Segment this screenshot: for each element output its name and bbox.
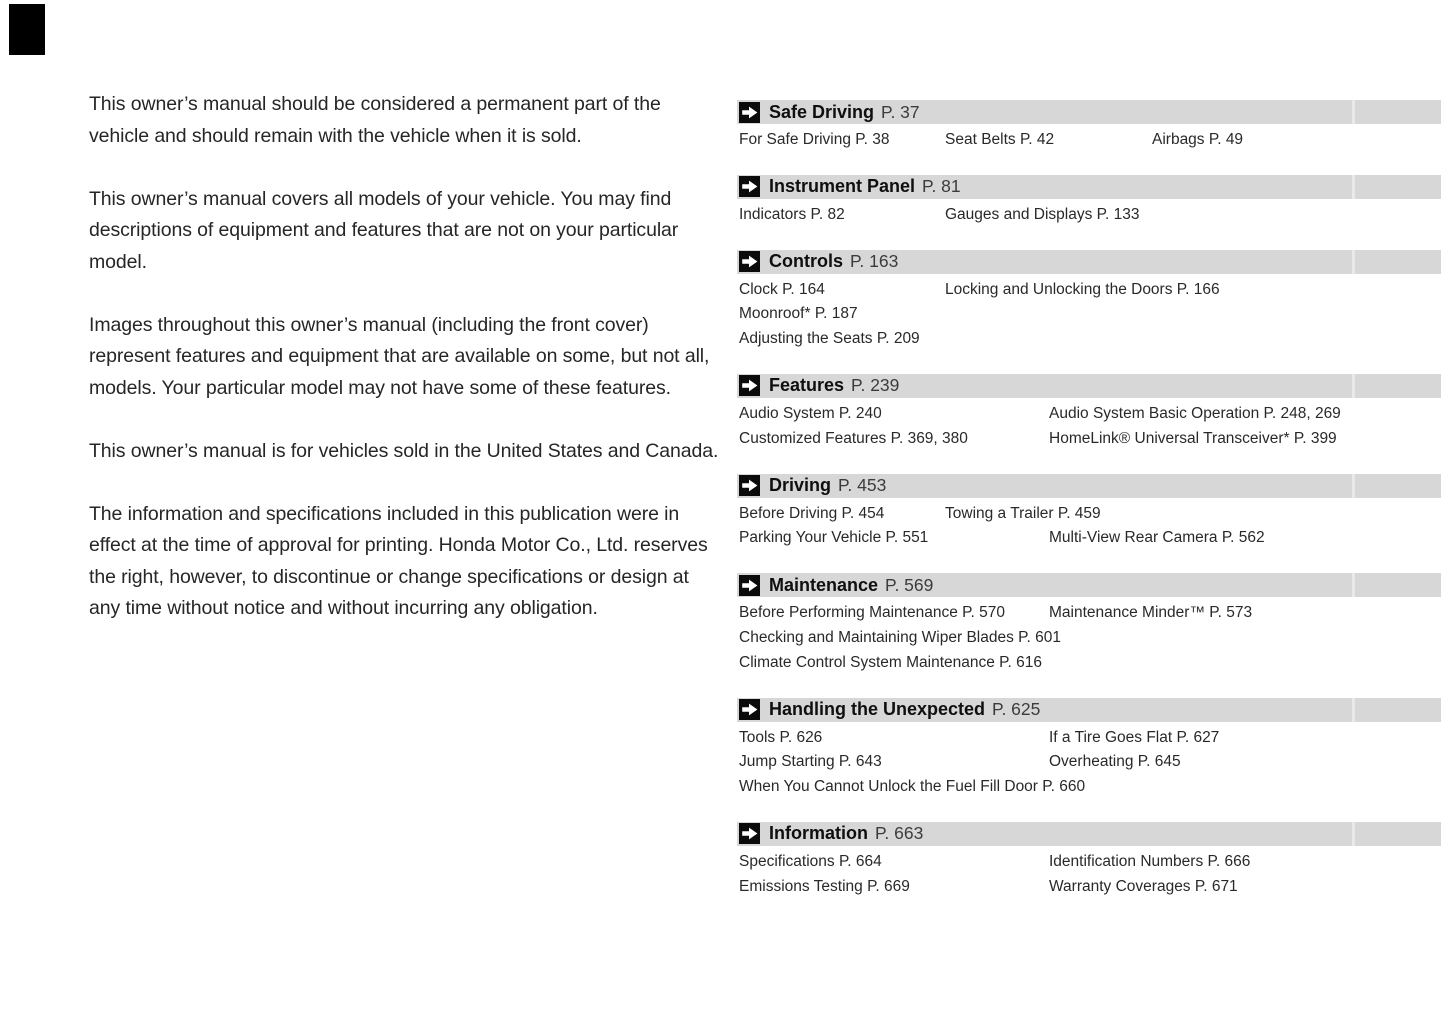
toc-entry[interactable]: Customized Features P. 369, 380 [739,429,968,447]
section-page-ref: P. 569 [885,574,934,595]
right-arrow-icon [739,375,760,396]
section-title: Controls [769,251,843,272]
section-entries [737,601,1441,675]
section-title: Instrument Panel [769,176,916,197]
toc-section-driving [737,474,1441,552]
toc-entry[interactable]: Climate Control System Maintenance P. 616 [739,653,1042,671]
toc-entry[interactable]: HomeLink® Universal Transceiver* P. 399 [1049,429,1337,447]
toc-row [737,750,1441,775]
section-header-bar[interactable] [737,100,1441,124]
toc-row [737,327,1441,352]
toc-section-features [737,374,1441,452]
section-header-bar[interactable] [737,474,1441,498]
right-arrow-icon [739,475,760,496]
right-arrow-icon [739,575,760,596]
toc-section-maintenance [737,573,1441,675]
toc-row [737,402,1441,427]
toc-entry[interactable]: Seat Belts P. 42 [945,131,1055,148]
right-arrow-icon [739,823,760,844]
toc-row [737,626,1441,651]
section-title: Safe Driving [769,101,875,122]
section-page-ref: P. 625 [992,699,1041,720]
toc-entry[interactable]: Indicators P. 82 [739,205,845,223]
toc-row [737,427,1441,452]
section-title: Features [769,375,845,396]
toc-entry[interactable]: Gauges and Displays P. 133 [945,205,1140,223]
right-arrow-icon [739,102,760,123]
section-entries [737,128,1441,153]
toc-entry[interactable]: Parking Your Vehicle P. 551 [739,529,929,547]
toc-entry[interactable]: Tools P. 626 [739,728,823,746]
toc-entry[interactable]: Audio System Basic Operation P. 248, 269 [1049,404,1341,422]
toc-row [737,502,1441,527]
section-title: Maintenance [769,574,879,595]
toc-entry[interactable]: Warranty Coverages P. 671 [1049,877,1238,895]
toc-entry[interactable]: Audio System P. 240 [739,404,882,422]
toc-row [737,651,1441,676]
toc-row [737,302,1441,327]
section-header-bar[interactable] [737,698,1441,722]
section-page-ref: P. 37 [881,101,920,122]
page-corner-tab [9,4,45,55]
section-entries [737,502,1441,552]
toc-section-information [737,822,1441,900]
right-arrow-icon [739,176,760,197]
toc-row [737,278,1441,303]
toc-entry[interactable]: Emissions Testing P. 669 [739,877,910,895]
intro-paragraph: This owner’s manual is for vehicles sold in the United States and Canada. [89,439,719,462]
toc-entry[interactable]: Adjusting the Seats P. 209 [739,330,920,348]
toc-entry[interactable]: Towing a Trailer P. 459 [945,504,1101,522]
section-header-bar[interactable] [737,374,1441,398]
toc-section-handling-the-unexpected [737,698,1441,800]
section-entries [737,402,1441,452]
section-entries [737,726,1441,800]
section-page-ref: P. 663 [875,823,924,844]
toc-section-safe-driving [737,100,1441,153]
section-title: Handling the Unexpected [769,699,986,720]
toc-section-instrument-panel [737,175,1441,228]
toc-entry[interactable]: Jump Starting P. 643 [739,753,882,771]
toc-entry[interactable]: Clock P. 164 [739,280,825,298]
toc-entry[interactable]: Maintenance Minder™ P. 573 [1049,604,1253,622]
toc-row [737,775,1441,800]
table-of-contents [737,100,1441,922]
toc-entry[interactable]: If a Tire Goes Flat P. 627 [1049,728,1220,746]
section-entries [737,278,1441,352]
toc-row [737,726,1441,751]
section-title: Driving [769,475,832,496]
toc-entry[interactable]: Specifications P. 664 [739,852,882,870]
section-title: Information [769,823,868,844]
section-entries [737,850,1441,900]
toc-entry[interactable]: Airbags P. 49 [1152,131,1244,148]
toc-row [737,526,1441,551]
section-page-ref: P. 453 [838,475,887,496]
section-page-ref: P. 163 [850,251,899,272]
toc-entry[interactable]: Before Performing Maintenance P. 570 [739,604,1005,622]
right-arrow-icon [739,251,760,272]
section-header-bar[interactable] [737,822,1441,846]
toc-entry[interactable]: For Safe Driving P. 38 [739,131,890,148]
toc-entry[interactable]: Before Driving P. 454 [739,504,885,522]
section-page-ref: P. 81 [922,176,961,197]
section-header-bar[interactable] [737,250,1441,274]
toc-entry[interactable]: Overheating P. 645 [1049,753,1181,771]
section-header-bar[interactable] [737,573,1441,597]
toc-section-controls [737,250,1441,352]
intro-paragraph: The information and specifications included in this publication were in effect at the time of approval for printing. Honda Motor Co., Ltd. reserves the right, however, to discontinue or change specifications or design at any time without notice and without incurring any obligation. [89,502,708,619]
toc-entry[interactable]: Checking and Maintaining Wiper Blades P. 601 [739,628,1061,646]
toc-entry[interactable]: When You Cannot Unlock the Fuel Fill Door P. 660 [739,778,1086,796]
toc-entry[interactable]: Moonroof* P. 187 [739,305,858,323]
section-entries [737,203,1441,228]
intro-paragraph: This owner’s manual covers all models of your vehicle. You may find descriptions of equipment and features that are not on your particular model. [89,187,679,273]
toc-row [737,203,1441,228]
intro-text-column [89,89,721,656]
toc-row [737,128,1441,153]
intro-paragraph: Images throughout this owner’s manual (including the front cover) represent features and equipment that are available on some, but not all, models. Your particular model may not have some of these features. [89,313,710,399]
toc-row [737,875,1441,900]
right-arrow-icon [739,699,760,720]
toc-entry[interactable]: Locking and Unlocking the Doors P. 166 [945,280,1220,298]
toc-row [737,601,1441,626]
section-page-ref: P. 239 [851,375,900,396]
intro-paragraph: This owner’s manual should be considered a permanent part of the vehicle and should remain with the vehicle when it is sold. [89,93,661,147]
toc-row [737,850,1441,875]
toc-entry[interactable]: Identification Numbers P. 666 [1049,852,1251,870]
toc-entry[interactable]: Multi-View Rear Camera P. 562 [1049,529,1265,547]
section-header-bar[interactable] [737,175,1441,199]
